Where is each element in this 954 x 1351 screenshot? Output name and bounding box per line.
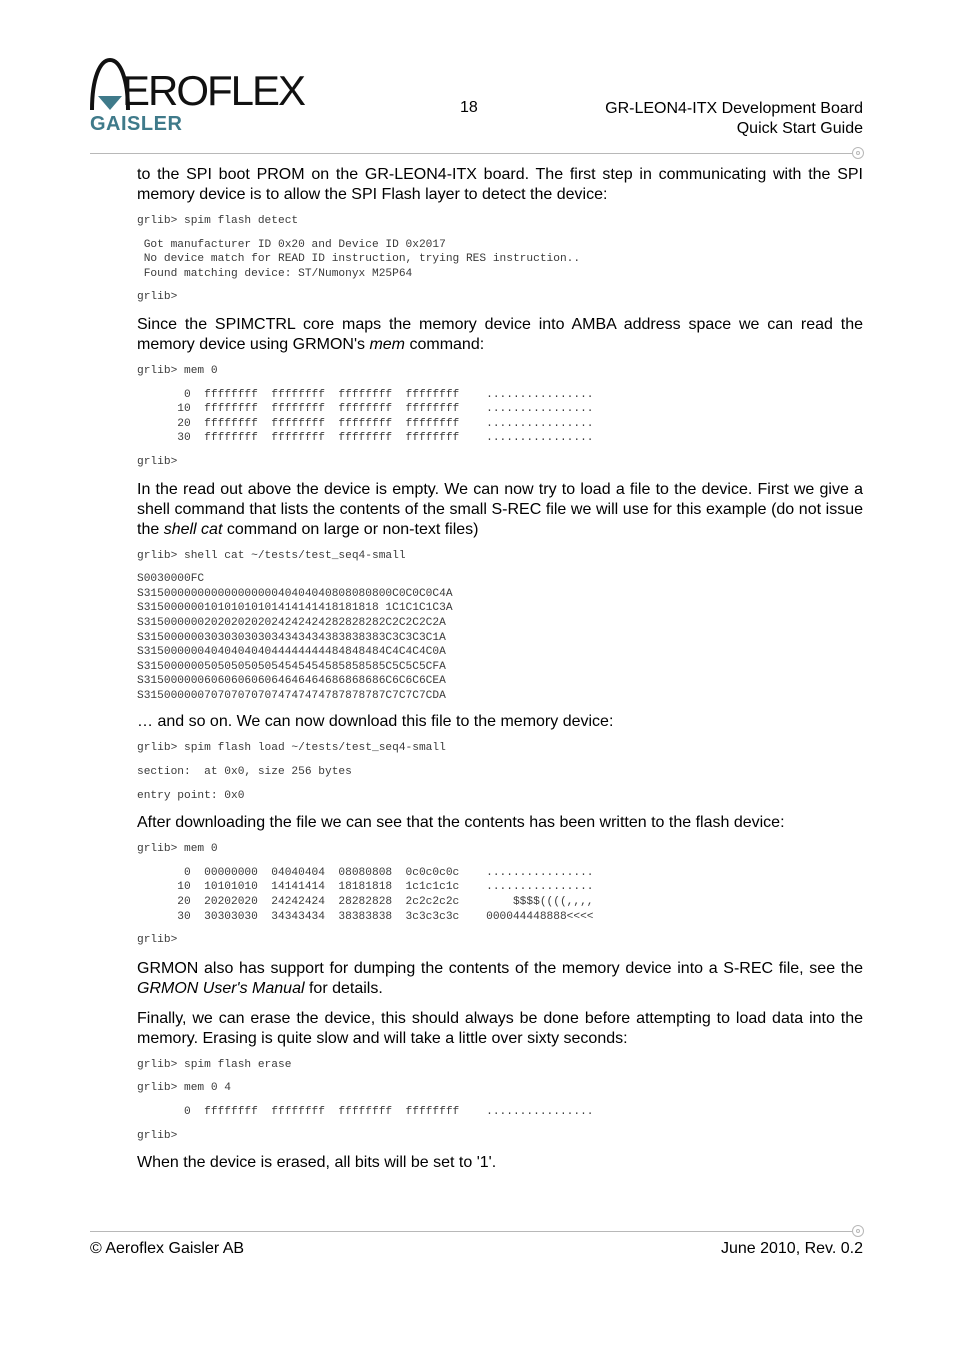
paragraph-text: In the read out above the device is empty. We can now try to load a file to the device. First we give a shell command that lists the contents of the small S-REC file we will use for this example (do not issue the xyxy=(137,480,863,538)
page-number: 18 xyxy=(460,99,478,116)
code-mem-dump-empty: 0 ffffffff ffffffff ffffffff ffffffff ................ 10 ffffffff ffffffff ffffffff ffffffff ................ 20 ffffffff ffffffff ffffffff ffffffff ................ 30 ffffffff ffffffff ffffffff ffffffff ................ xyxy=(177,388,594,445)
paragraph-download: … and so on. We can now download this file to the memory device: xyxy=(137,713,614,731)
code-detect-command: grlib> spim flash detect xyxy=(137,215,299,227)
document-title-line2: Quick Start Guide xyxy=(736,120,863,137)
emphasis-shell-cat: shell cat xyxy=(163,520,223,538)
code-mem-command: grlib> mem 0 xyxy=(137,843,218,856)
code-detect-output: Got manufacturer ID 0x20 and Device ID 0x2017 No device match for READ ID instruction, trying RES instruction.. Found matching device: ST/Numonyx M25P64 xyxy=(143,238,581,280)
code-shell-cat-command: grlib> shell cat ~/tests/test_seq4-small xyxy=(137,549,406,562)
paragraph-text: command: xyxy=(405,335,485,353)
paragraph-mem-read xyxy=(137,315,863,355)
code-load-section: section: at 0x0, size 256 bytes xyxy=(137,766,352,779)
header-rule-end-icon xyxy=(852,147,864,159)
code-erase-command: grlib> spim flash erase xyxy=(137,1058,292,1071)
paragraph-text: for details. xyxy=(304,979,383,997)
paragraph-text: Since the SPIMCTRL core maps the memory device into AMBA address space we can read the memory device using GRMON's xyxy=(137,315,863,353)
code-mem-dump-written: 0 00000000 04040404 08080808 0c0c0c0c ................ 10 10101010 14141414 18181818 1c1c1c1c ................ 20 20202020 24242424 28282828 2c2c2c2c $$$$((((,,,, 30 30303030 34343434 38383838 3c3c3c3c 000044448888<<<< xyxy=(177,866,594,923)
footer-revision: June 2010, Rev. 0.2 xyxy=(720,1240,863,1257)
page-content xyxy=(137,165,863,1173)
footer-copyright: © Aeroflex Gaisler AB xyxy=(90,1240,245,1257)
logo-main-text: EROFLEX xyxy=(122,67,305,114)
code-srec-listing: S0030000FC S3150000000000000000040404040808080800C0C0C0C4A S31500000010101010101414141418181818 1C1C1C1C3A S315000000202020202024242424282828282C2C2C2C2A S315000000303030303034343434383838383C3C3C3C1A S315000000404040404044444444484848484C4C4C4C0A S315000000505050505054545454585858585C5C5C5CFA S315000000606060606064646464686868686C6C6C6CEA S315000000707070707074747474787878787C7C7C7CDA xyxy=(137,573,453,702)
paragraph-erase: Finally, we can erase the device, this should always be done before attempting to load data into the memory. Erasing is quite slow and will take a little over sixty seconds: xyxy=(137,1009,863,1047)
code-prompt: grlib> xyxy=(137,291,178,304)
paragraph-srec-dump xyxy=(137,959,863,999)
paragraph-spi-intro: to the SPI boot PROM on the GR-LEON4-ITX board. The first step in communicating with the SPI memory device is to allow the SPI Flash layer to detect the device: xyxy=(137,166,863,203)
code-mem-command: grlib> mem 0 4 xyxy=(137,1082,231,1095)
paragraph-after-download: After downloading the file we can see that the contents has been written to the flash device: xyxy=(137,814,785,832)
code-prompt: grlib> xyxy=(137,1129,178,1142)
emphasis-mem: mem xyxy=(369,335,406,353)
header-rule xyxy=(90,153,852,154)
paragraph-text: command on large or non-text files) xyxy=(222,520,479,538)
document-title xyxy=(605,99,863,139)
paragraph-device-empty xyxy=(137,480,863,540)
code-mem-command: grlib> mem 0 xyxy=(137,364,218,377)
code-prompt: grlib> xyxy=(137,934,178,947)
company-logo xyxy=(90,58,305,138)
document-title-line1: GR-LEON4-ITX Development Board xyxy=(605,100,863,117)
paragraph-erased-bits: When the device is erased, all bits will be set to '1'. xyxy=(137,1154,497,1172)
code-load-command: grlib> spim flash load ~/tests/test_seq4-small xyxy=(137,742,446,755)
logo-sub-text: GAISLER xyxy=(90,113,183,135)
code-mem-dump-erased: 0 ffffffff ffffffff ffffffff ffffffff ................ xyxy=(137,1106,594,1118)
code-prompt: grlib> xyxy=(137,455,178,468)
footer-rule xyxy=(90,1231,852,1232)
paragraph-text: GRMON also has support for dumping the contents of the memory device into a S-REC file, see the xyxy=(137,959,863,977)
emphasis-grmon-manual: GRMON User's Manual xyxy=(137,979,305,997)
footer-rule-end-icon xyxy=(852,1225,864,1237)
code-load-entry-point: entry point: 0x0 xyxy=(137,789,245,802)
